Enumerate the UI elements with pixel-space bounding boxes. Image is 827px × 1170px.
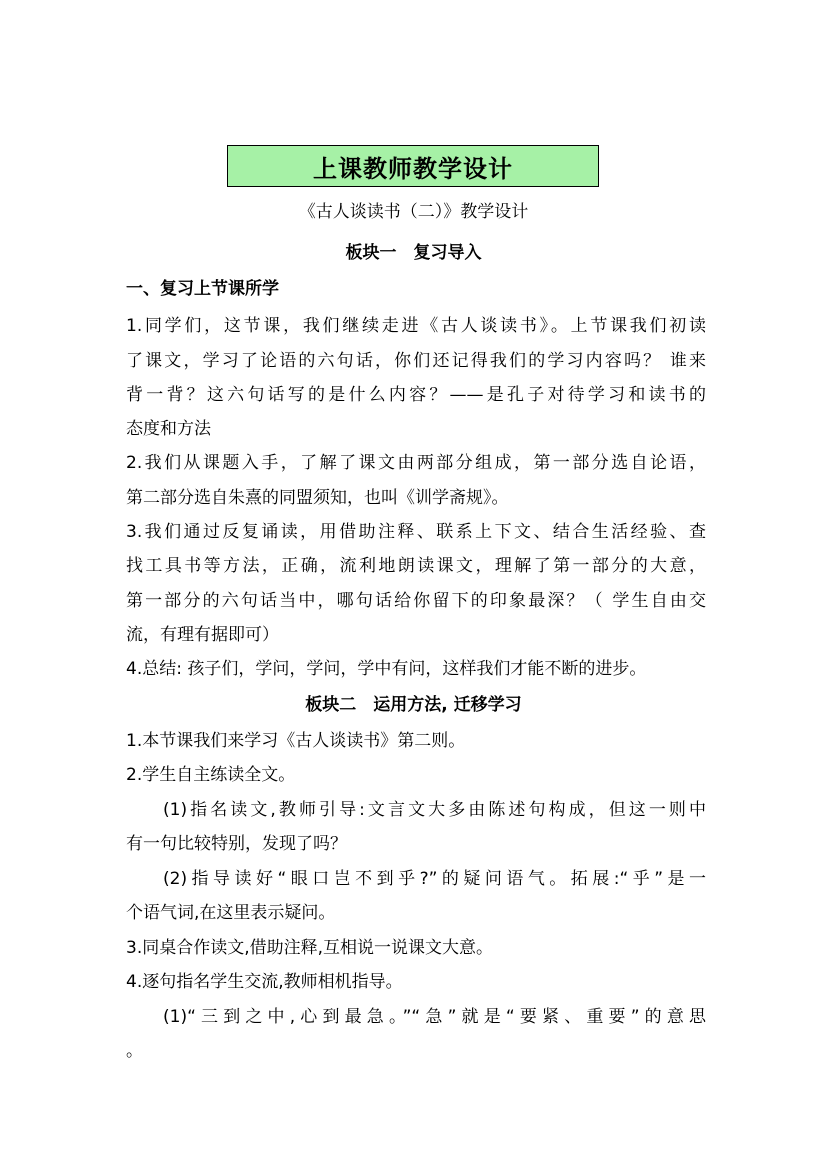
section-2-subitem-3-line-1: (1)“三到之中,心到最急。”“急”就是“要紧、重要”的意思 (163, 1007, 706, 1027)
section-2-subitem-2-line-1: (2)指导读好“眼口岂不到乎?”的疑问语气。拓展:“乎”是一 (163, 869, 706, 889)
paragraph-3-line-1: 3.我们通过反复诵读，用借助注释、联系上下文、结合生活经验、查 (126, 522, 706, 542)
section-2-subitem-1-line-2: 有一句比较特别，发现了吗？ (126, 834, 347, 854)
section-2-item-4: 4.逐句指名学生交流,教师相机指导。 (126, 972, 403, 992)
paragraph-1-line-2: 了课文，学习了论语的六句话，你们还记得我们的学习内容吗？ 谁来 (126, 351, 706, 371)
lesson-subtitle: 《古人谈读书（二）》教学设计 (298, 202, 529, 222)
paragraph-3-line-3: 第一部分的六句话当中，哪句话给你留下的印象最深？（ 学生自由交 (126, 591, 706, 611)
section-2-item-1: 1.本节课我们来学习《古人谈读书》第二则。 (126, 731, 466, 751)
paragraph-1-line-1: 1.同学们，这节课，我们继续走进《古人谈读书》。上节课我们初读 (126, 316, 706, 336)
part-1-heading: 一、复习上节课所学 (126, 279, 279, 299)
section-2-subitem-1-line-1: (1)指名读文,教师引导:文言文大多由陈述句构成，但这一则中 (163, 800, 706, 820)
document-title: 上课教师教学设计 (227, 145, 599, 187)
paragraph-3-line-2: 找工具书等方法，正确，流利地朗读课文，理解了第一部分的大意， (126, 556, 706, 576)
section-2-heading: 板块二 运用方法, 迁移学习 (305, 695, 522, 715)
section-1-heading: 板块一 复习导入 (345, 243, 482, 263)
section-2-item-3: 3.同桌合作读文,借助注释,互相说一说课文大意。 (126, 938, 494, 958)
section-2-subitem-3-line-2: 。 (126, 1041, 143, 1061)
section-2-subitem-2-line-2: 个语气词,在这里表示疑问。 (126, 903, 336, 923)
paragraph-2-line-2: 第二部分选自朱熹的同盟须知，也叫《训学斋规》。 (126, 488, 509, 508)
paragraph-1-line-4: 态度和方法 (126, 419, 211, 439)
paragraph-1-line-3: 背一背？这六句话写的是什么内容？——是孔子对待学习和读书的 (126, 385, 706, 405)
paragraph-3-line-4: 流，有理有据即可） (126, 625, 279, 645)
paragraph-2-line-1: 2.我们从课题入手，了解了课文由两部分组成，第一部分选自论语， (126, 453, 706, 473)
section-2-item-2: 2.学生自主练读全文。 (126, 765, 296, 785)
paragraph-4: 4.总结: 孩子们，学问，学问，学中有问，这样我们才能不断的进步。 (126, 659, 647, 679)
